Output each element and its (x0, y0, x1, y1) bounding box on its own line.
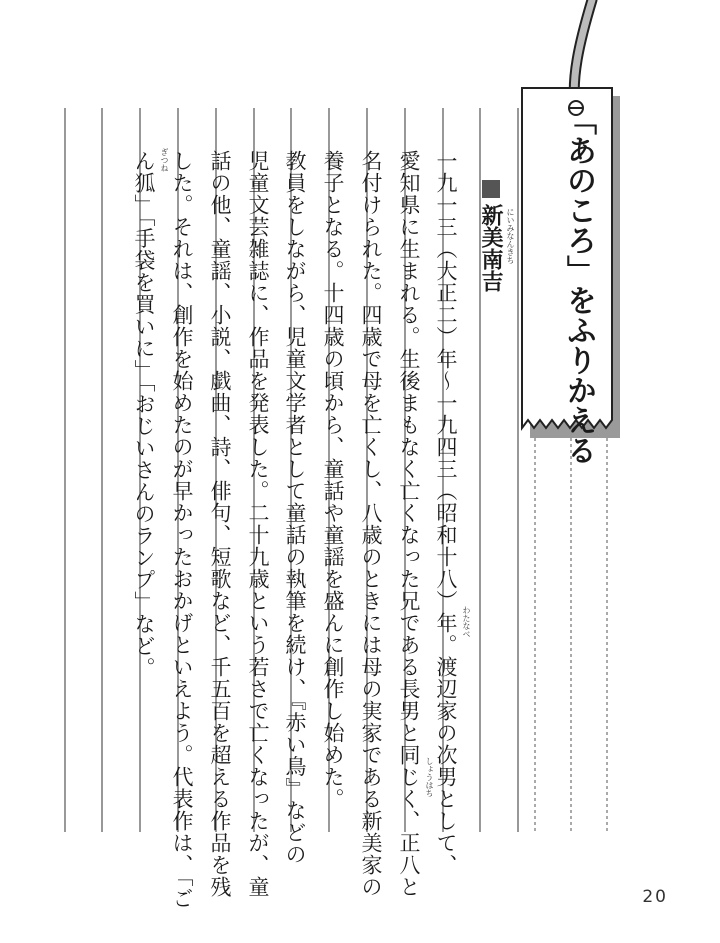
tag-title: 「あのころ」をふりかえる (561, 105, 596, 465)
body-line-6: 児童文芸雑誌に、作品を発表した。二十九歳という若さで亡くなったが、童 (246, 150, 270, 898)
page-number: 20 (642, 887, 668, 907)
body-line-7: 話の他、童謡、小説、戯曲、詩、俳句、短歌など、千五百を超える作品を残 (208, 150, 232, 898)
square-bullet-icon (482, 180, 500, 198)
section-heading (476, 180, 506, 292)
ruby-shohachi: しょうはち (425, 757, 434, 797)
body-line-9: ん狐」「手袋を買いに」「おじいさんのランプ」など。 (132, 150, 156, 679)
body-line-2: 愛知県に生まれる。生後まもなく亡くなった兄である長男と同じく、正八と (397, 150, 421, 898)
ruby-kitsune: ぎつね (160, 148, 169, 172)
heading-text: 新美南吉 (478, 204, 504, 292)
body-line-8: した。それは、創作を始めたのが早かったおかげといえよう。代表作は、「ご (170, 150, 194, 910)
body-line-4: 養子となる。十四歳の頃から、童話や童謡を盛んに創作し始めた。 (321, 150, 345, 810)
body-line-5: 教員をしながら、児童文学者として童話の執筆を続け、『赤い鳥』などの (283, 150, 307, 866)
heading-ruby: にいみなんきち (506, 208, 515, 264)
ruby-watanabe: わたなべ (462, 606, 471, 638)
body-line-1: 一九一三（大正二）年〜一九四三（昭和十八）年。渡辺家の次男として、 (434, 150, 458, 876)
body-line-3: 名付けられた。四歳で母を亡くし、八歳のときには母の実家である新美家の (359, 150, 383, 898)
